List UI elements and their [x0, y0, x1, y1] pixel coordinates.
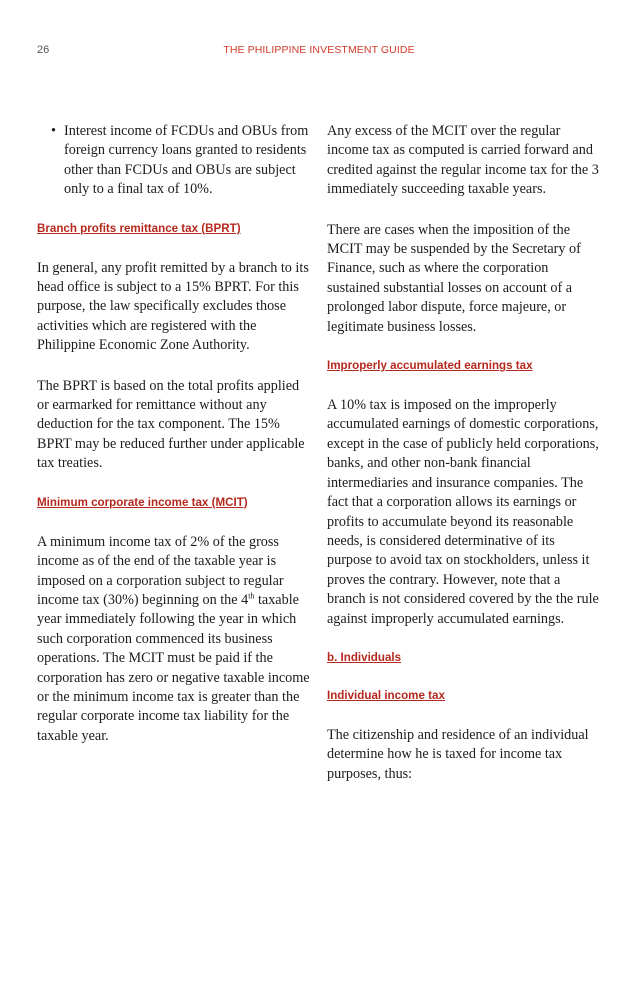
page-header — [0, 44, 638, 64]
individual-income-tax-heading: Individual income tax — [327, 688, 445, 702]
mcit-heading: Minimum corporate income tax (MCIT) — [37, 495, 248, 509]
bullet-icon: • — [51, 123, 56, 139]
bullet-text: Interest income of FCDUs and OBUs from foreign currency loans granted to residents other than FCDUs and OBUs are subject only to a final tax of 10%. — [64, 123, 309, 198]
bprt-heading: Branch profits remittance tax (BPRT) — [37, 221, 241, 235]
iaet-paragraph: A 10% tax is imposed on the improperly accumulated earnings of domestic corporations, except in the case of publicly held corporations, banks, and other non-bank financial intermediaries and insurance companies. The fact that a corporation allows its earnings or profits to accumulate beyond its reasonable needs, is considered determinative of its purpose to avoid tax on stockholders, unless it proves the contrary. However, note that a branch is not considered covered by the the rule against improperly accumulated earnings. — [327, 397, 599, 627]
bullet-item — [37, 122, 312, 200]
bprt-paragraph-2: The BPRT is based on the total profits applied or earmarked for remittance without any deduction for the tax component. The 15% BPRT may be reduced further under applicable tax treaties. — [37, 377, 305, 472]
page-number: 26 — [37, 44, 50, 56]
right-column — [327, 122, 602, 805]
mcit-suspension-paragraph: There are cases when the imposition of the MCIT may be suspended by the Secretary of Finance, such as where the corporation sustained substantial losses on account of a prolonged labor dispute, force majeure, or legitimate business losses. — [327, 221, 581, 335]
mcit-paragraph-1 — [37, 533, 312, 746]
ordinal-suffix: th — [248, 591, 255, 601]
mcit-text-b: taxable year immediately following the year in which such corporation commenced its business operations. The MCIT must be paid if the corporation has zero or negative taxable income or the minimum income tax is greater than the regular corporate income tax liability for the taxable year. — [37, 591, 310, 744]
mcit-carryforward-paragraph: Any excess of the MCIT over the regular income tax as computed is carried forward and credited against the regular income tax for the 3 immediately succeeding taxable years. — [327, 123, 599, 198]
iaet-heading: Improperly accumulated earnings tax — [327, 359, 533, 373]
mcit-text-a: A minimum income tax of 2% of the gross income as of the end of the taxable year is imposed on a corporation subject to regular income tax (30%) beginning on the 4 — [37, 533, 284, 608]
bprt-paragraph-1: In general, any profit remitted by a branch to its head office is subject to a 15% BPRT. For this purpose, the law specifically excludes those activities which are registered with the Philippine Economic Zone Authority. — [37, 259, 309, 354]
individuals-heading: b. Individuals — [327, 650, 402, 664]
individual-income-tax-paragraph: The citizenship and residence of an individual determine how he is taxed for income tax purposes, thus: — [327, 726, 589, 782]
running-title: THE PHILIPPINE INVESTMENT GUIDE — [223, 44, 415, 56]
left-column — [37, 122, 312, 767]
